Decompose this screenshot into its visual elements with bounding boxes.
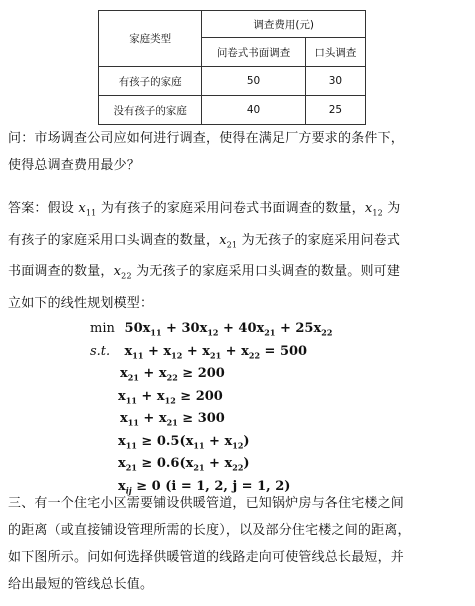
table-row bbox=[99, 67, 366, 96]
problem3-line: 如下图所示。问如何选择供暖管道的线路走向可使管线总长最短，并 bbox=[8, 550, 405, 565]
problem3-line: 的距离（或直接铺设管理所需的长度），以及部分住宅楼之间的距离， bbox=[8, 523, 411, 538]
constraint-line bbox=[90, 363, 332, 386]
min-keyword: min bbox=[90, 321, 115, 336]
constraint-formula: $x_{21} \ge 0.6(x_{21} + x_{22})$ bbox=[118, 456, 250, 473]
row-oral-cost: 30 bbox=[305, 67, 365, 96]
answer-text: 为有孩子的家庭采用问卷式书面调查的数量， bbox=[96, 201, 365, 216]
var-x21: $x_{21}$ bbox=[219, 232, 238, 250]
constraint-line bbox=[90, 431, 332, 454]
var-x22: $x_{22}$ bbox=[113, 264, 132, 281]
answer-line bbox=[8, 227, 468, 259]
question-paragraph bbox=[8, 125, 468, 179]
row-family-type: 没有孩子的家庭 bbox=[99, 96, 202, 125]
nonnegativity-formula: $x_{ij} \ge 0$ (i = 1, 2, j = 1, 2) bbox=[118, 478, 291, 496]
question-line: 问：市场调查公司应如何进行调查，使得在满足厂方要求的条件下， bbox=[8, 131, 405, 146]
row-written-cost: 50 bbox=[202, 67, 305, 96]
subheader-written-survey: 问卷式书面调查 bbox=[202, 38, 305, 67]
var-x11: $x_{11}$ bbox=[78, 201, 97, 218]
row-written-cost: 40 bbox=[202, 96, 305, 125]
table-row bbox=[99, 96, 366, 125]
lp-model bbox=[90, 318, 332, 498]
answer-line: 立如下的线性规划模型： bbox=[8, 295, 154, 311]
constraint-line bbox=[90, 453, 332, 476]
answer-line bbox=[8, 258, 468, 290]
table-header-row bbox=[99, 11, 366, 38]
var-x12: $x_{12}$ bbox=[364, 201, 383, 218]
row-oral-cost: 25 bbox=[305, 96, 365, 125]
problem3-line: 三、有一个住宅小区需要铺设供暖管道，已知锅炉房与各住宅楼之间 bbox=[8, 496, 405, 511]
header-survey-cost: 调查费用(元) bbox=[202, 11, 366, 38]
header-family-type: 家庭类型 bbox=[99, 11, 202, 67]
objective-formula: $50x_{11} + 30x_{12} + 40x_{21} + 25x_{22}$ bbox=[124, 321, 333, 338]
answer-text: 为无孩子的家庭采用问卷式 bbox=[237, 232, 401, 248]
answer-line bbox=[8, 195, 468, 227]
constraint-formula: $x_{11} + x_{12} + x_{21} + x_{22} = 500$ bbox=[124, 343, 308, 361]
constraint-line bbox=[90, 341, 332, 364]
answer-text: 为 bbox=[382, 201, 401, 216]
problem3-paragraph bbox=[8, 490, 468, 598]
st-keyword: s.t. bbox=[90, 343, 111, 359]
answer-text: 书面调查的数量， bbox=[8, 264, 114, 280]
constraint-line bbox=[90, 408, 332, 431]
subheader-oral-survey: 口头调查 bbox=[305, 38, 365, 67]
constraint-formula: $x_{11} + x_{21} \ge 300$ bbox=[120, 411, 225, 428]
constraint-formula: $x_{11} \ge 0.5(x_{11} + x_{12})$ bbox=[118, 433, 250, 451]
answer-text: 有孩子的家庭采用口头调查的数量， bbox=[8, 232, 220, 248]
constraint-line bbox=[90, 386, 332, 409]
row-family-type: 有孩子的家庭 bbox=[99, 67, 202, 96]
cost-table bbox=[98, 10, 366, 125]
objective-line bbox=[90, 318, 332, 341]
answer-text: 为无孩子的家庭采用口头调查的数量。则可建 bbox=[131, 264, 401, 280]
answer-paragraph bbox=[8, 195, 468, 317]
question-line: 使得总调查费用最少？ bbox=[8, 158, 141, 173]
constraint-formula: $x_{21} + x_{22} \ge 200$ bbox=[120, 366, 225, 383]
constraint-formula: $x_{11} + x_{12} \ge 200$ bbox=[118, 388, 223, 406]
problem3-line: 给出最短的管线总长值。 bbox=[8, 577, 154, 592]
answer-text: 答案：假设 bbox=[8, 201, 79, 216]
